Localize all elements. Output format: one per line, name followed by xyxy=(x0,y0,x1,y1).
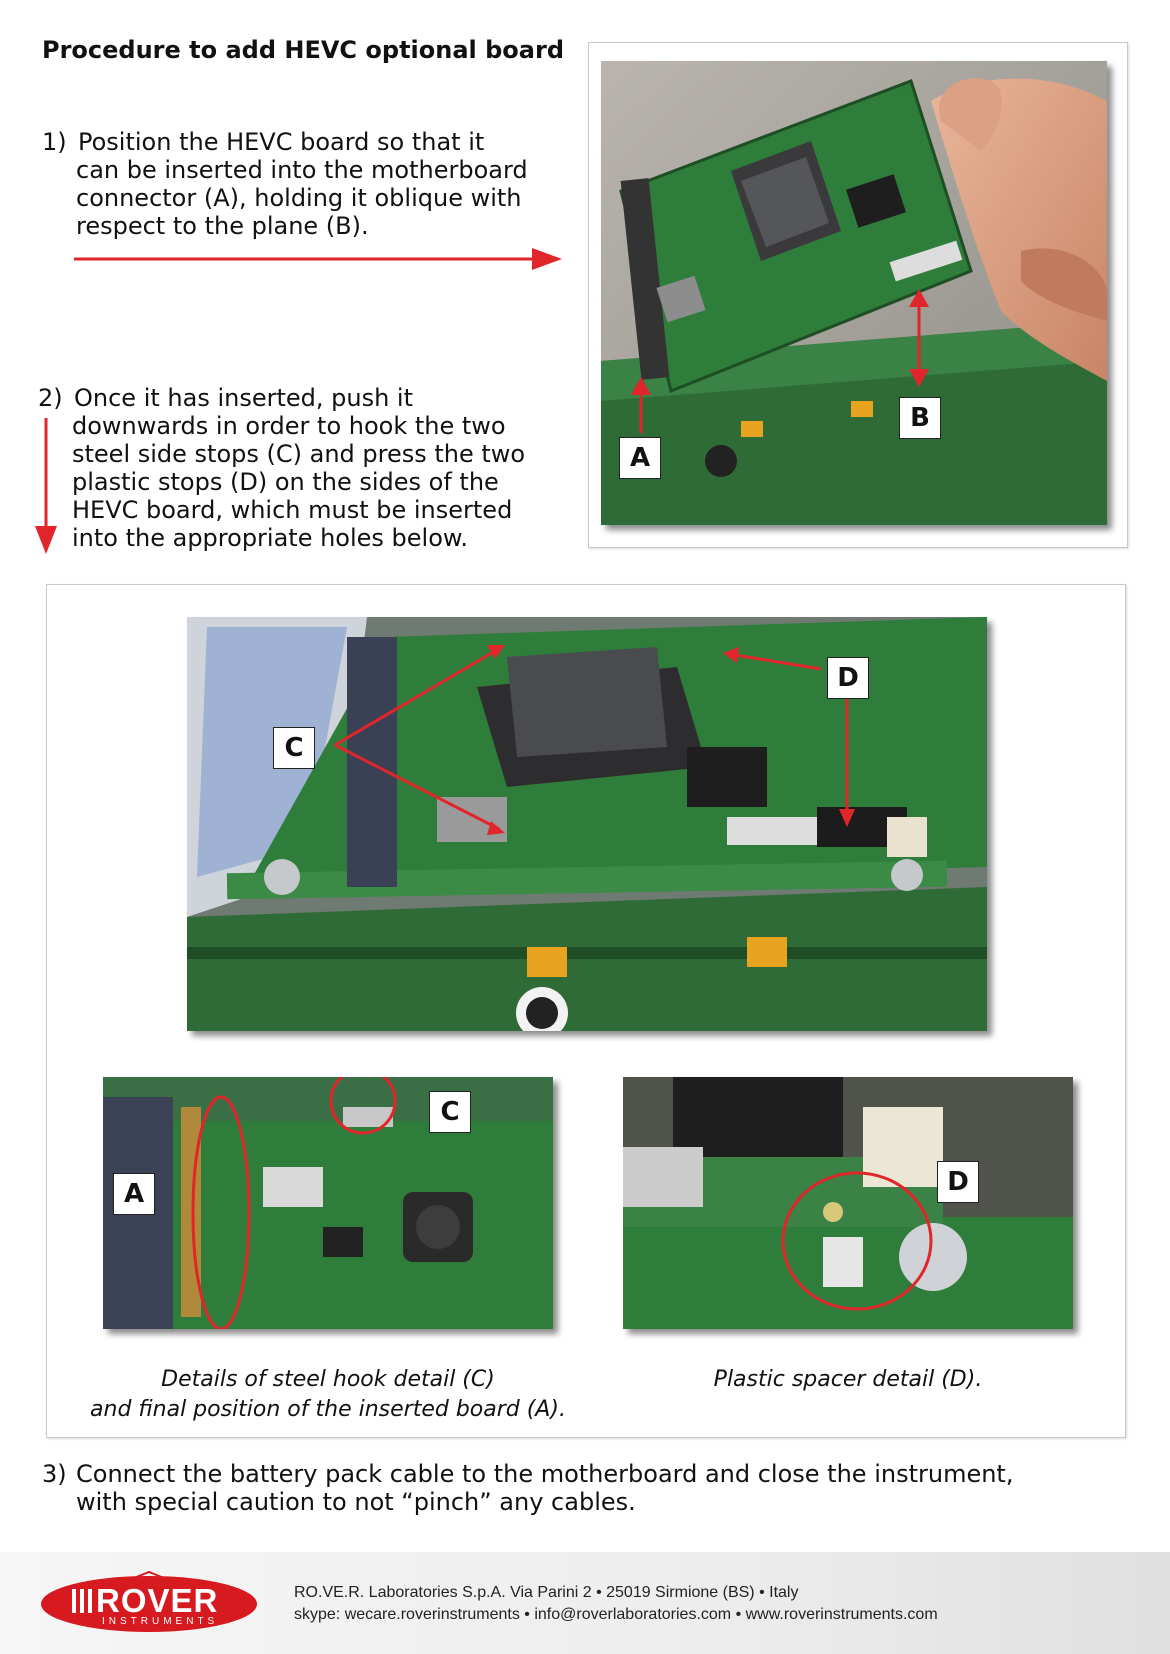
logo-text: ROVER xyxy=(96,1582,219,1619)
label-b: B xyxy=(899,397,941,439)
page-title: Procedure to add HEVC optional board xyxy=(42,36,564,64)
step-2-line: into the appropriate holes below. xyxy=(72,524,468,552)
label-c: C xyxy=(273,727,315,769)
step-2 xyxy=(38,384,558,552)
photo-frame-top xyxy=(588,42,1128,548)
step-2-line: downwards in order to hook the two xyxy=(72,412,506,440)
footer-address: RO.VE.R. Laboratories S.p.A. Via Parini 2 • 25019 Sirmione (BS) • Italy xyxy=(294,1584,799,1601)
detail-frame xyxy=(46,584,1126,1438)
caption-left-line: and final position of the inserted board (A). xyxy=(90,1397,566,1422)
photo-spacer-detail xyxy=(623,1077,1073,1329)
caption-left-line: Details of steel hook detail (C) xyxy=(161,1367,495,1392)
label-d: D xyxy=(827,657,869,699)
photo-board-insertion xyxy=(601,61,1107,525)
label-c-detail: C xyxy=(429,1091,471,1133)
down-arrow xyxy=(32,418,62,556)
step-1-line: respect to the plane (B). xyxy=(76,212,369,240)
rover-logo[interactable] xyxy=(38,1570,260,1634)
photo-board-installed xyxy=(187,617,987,1031)
step-2-line: HEVC board, which must be inserted xyxy=(72,496,513,524)
step-2-line: steel side stops (C) and press the two xyxy=(72,440,526,468)
step-1 xyxy=(42,128,562,240)
step-1-line: Position the HEVC board so that it xyxy=(78,128,485,156)
step-3 xyxy=(42,1460,1142,1516)
label-d-detail: D xyxy=(937,1161,979,1203)
step-3-line: Connect the battery pack cable to the motherboard and close the instrument, xyxy=(76,1460,1014,1488)
footer-contacts[interactable]: skype: wecare.roverinstruments • info@roverlaboratories.com • www.roverinstruments.com xyxy=(294,1606,938,1623)
step-2-line: plastic stops (D) on the sides of the xyxy=(72,468,499,496)
step-3-number: 3) xyxy=(42,1460,67,1488)
caption-right: Plastic spacer detail (D). xyxy=(713,1367,983,1392)
label-a: A xyxy=(619,437,661,479)
step-2-line: Once it has inserted, push it xyxy=(74,384,413,412)
label-a-detail: A xyxy=(113,1173,155,1215)
caption-left xyxy=(83,1365,573,1425)
step-1-line: connector (A), holding it oblique with xyxy=(76,184,522,212)
step-1-number: 1) xyxy=(42,128,67,156)
footer xyxy=(0,1552,1170,1654)
logo-tagline: INSTRUMENTS xyxy=(102,1616,219,1627)
step-2-number: 2) xyxy=(38,384,63,412)
step-3-line: with special caution to not “pinch” any cables. xyxy=(76,1488,636,1516)
step-1-line: can be inserted into the motherboard xyxy=(76,156,528,184)
photo-hook-detail xyxy=(103,1077,553,1329)
right-arrow xyxy=(74,244,564,274)
